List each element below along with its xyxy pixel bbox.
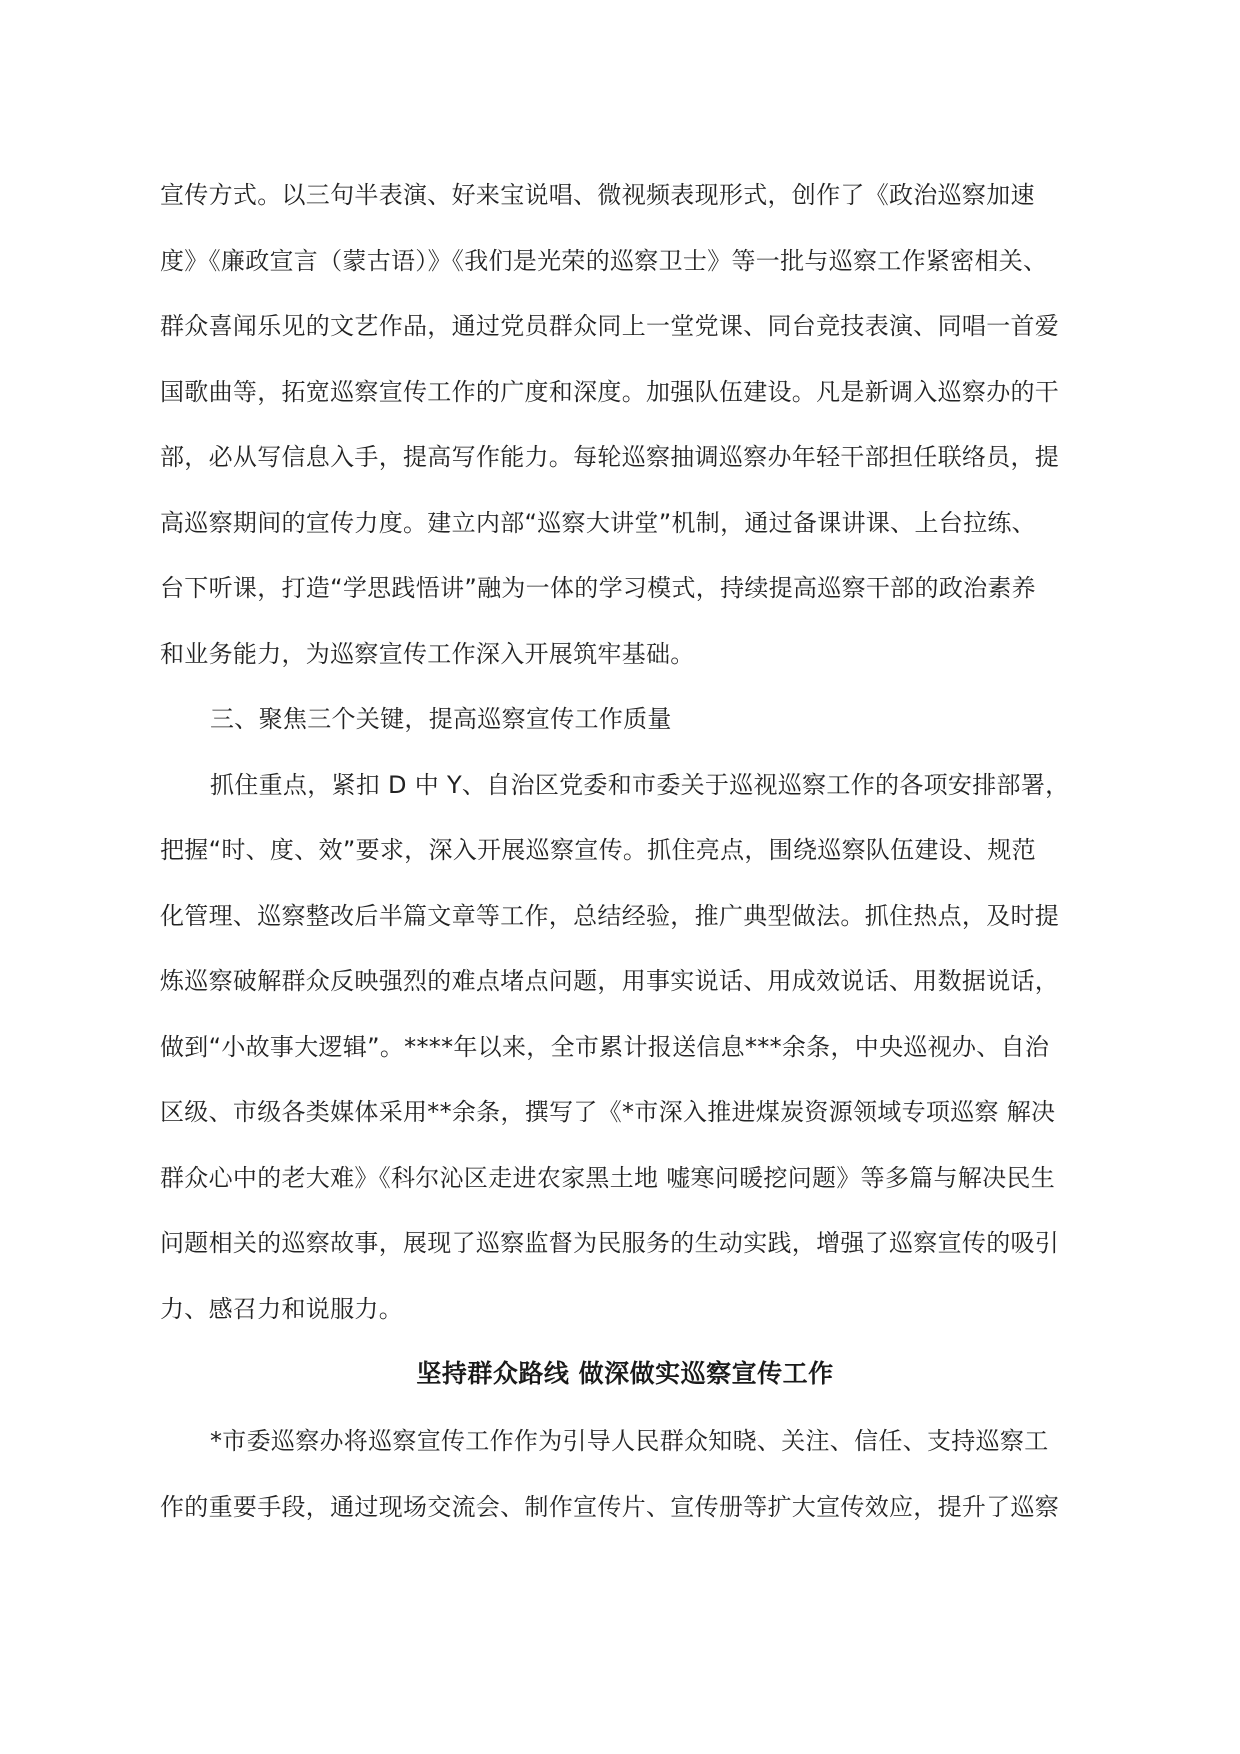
text-line: 和业务能力，为巡察宣传工作深入开展筑牢基础。 [160,639,695,668]
text-line: 问题相关的巡察故事，展现了巡察监督为民服务的生动实践，增强了巡察宣传的吸引 [160,1229,1060,1257]
section-three [160,702,1090,1357]
text-line: 作的重要手段，通过现场交流会、制作宣传片、宣传册等扩大宣传效应，提升了巡察 [160,1492,1060,1521]
text-line: 化管理、巡察整改后半篇文章等工作，总结经验，推广典型做法。抓住热点，及时提 [160,901,1060,930]
text-line: 国歌曲等，拓宽巡察宣传工作的广度和深度。加强队伍建设。凡是新调入巡察办的干 [160,377,1060,406]
text-line: 台下听课，打造“学思践悟讲”融为一体的学习模式，持续提高巡察干部的政治素养 [160,574,1036,602]
paragraph-continuation [160,178,1090,702]
text-line: 把握“时、度、效”要求，深入开展巡察宣传。抓住亮点，围绕巡察队伍建设、规范 [160,836,1036,864]
text-line: 抓住重点，紧扣 D 中 Y、自治区党委和市委关于巡视巡察工作的各项安排部署， [210,770,1070,799]
text-line: 高巡察期间的宣传力度。建立内部“巡察大讲堂”机制，通过备课讲课、上台拉练、 [160,508,1036,537]
text-line: 度》《廉政宣言（蒙古语）》《我们是光荣的巡察卫士》等一批与巡察工作紧密相关、 [160,246,1048,275]
section-heading: 三、聚焦三个关键，提高巡察宣传工作质量 [210,705,672,733]
text-line: 部，必从写信息入手，提高写作能力。每轮巡察抽调巡察办年轻干部担任联络员，提 [160,443,1060,471]
text-line: 群众心中的老大难》《科尔沁区走进农家黑土地 嘘寒问暖挖问题》等多篇与解决民生 [160,1163,1056,1192]
article-title: 坚持群众路线 做深做实巡察宣传工作 [416,1359,834,1388]
text-line: 区级、市级各类媒体采用**余条，撰写了《*市深入推进煤炭资源领域专项巡察 解决 [160,1098,1056,1126]
text-line: 群众喜闻乐见的文艺作品，通过党员群众同上一堂党课、同台竞技表演、同唱一首爱 [160,312,1060,340]
text-line: 宣传方式。以三句半表演、好来宝说唱、微视频表现形式，创作了《政治巡察加速 [160,181,1035,209]
text-line: 力、感召力和说服力。 [160,1294,403,1323]
text-line: 做到“小故事大逻辑”。****年以来，全市累计报送信息***余条，中央巡视办、自治 [160,1032,1050,1061]
article-body [160,1424,1090,1555]
text-line: 炼巡察破解群众反映强烈的难点堵点问题，用事实说话、用成效说话、用数据说话， [160,967,1060,995]
text-line: *市委巡察办将巡察宣传工作作为引导人民群众知晓、关注、信任、支持巡察工 [210,1427,1049,1455]
